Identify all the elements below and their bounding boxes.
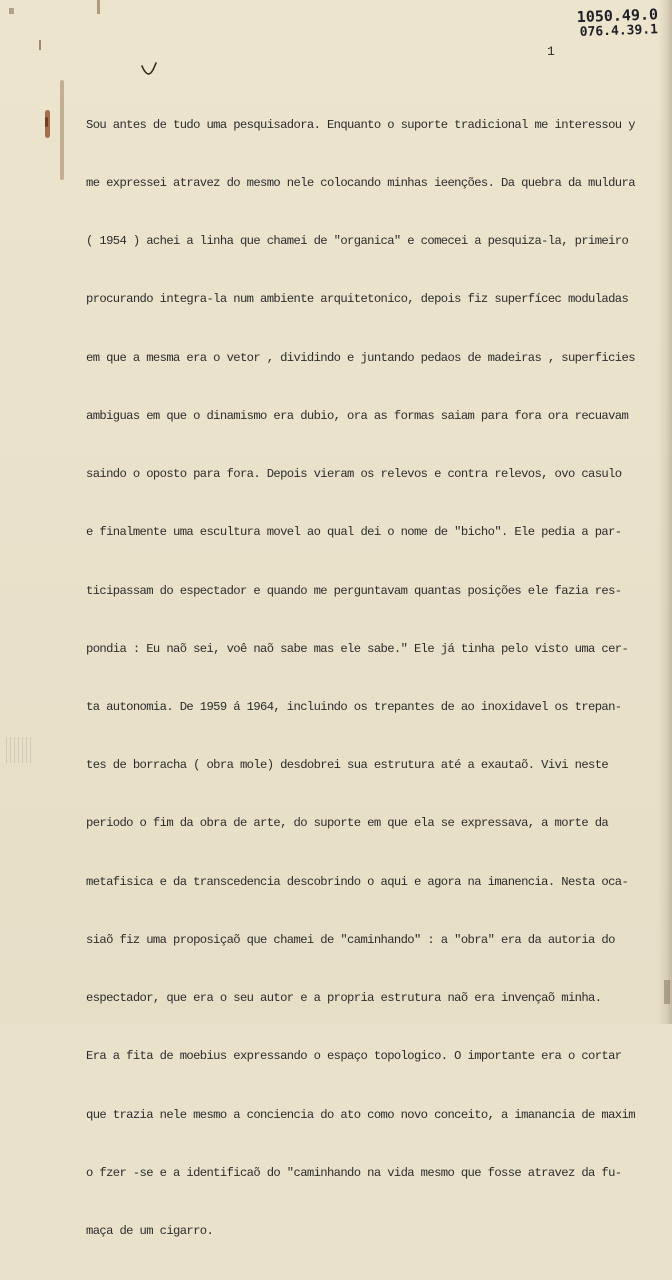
text-line: Era a fita de moebius expressando o espaço topologico. O importante era o cortar xyxy=(86,1049,622,1064)
text-line: em que a mesma era o vetor , dividindo e juntando pedaos de madeiras , superficies xyxy=(86,350,635,365)
page-number: 1 xyxy=(547,44,555,59)
archive-reference-line1: 1050.49.0 xyxy=(576,5,659,27)
page-edge-shadow xyxy=(658,0,672,1024)
text-line: que trazia nele mesmo a conciencia do ato como novo conceito, a imanancia de maxim xyxy=(86,1107,635,1122)
text-line: metafisica e da transcedencia descobrindo o aqui e agora na imanencia. Nesta oca- xyxy=(86,874,629,889)
rust-stain xyxy=(45,117,48,127)
rust-stain-shadow xyxy=(60,80,64,180)
archive-reference xyxy=(558,5,659,40)
text-line: ambiguas em que o dinamismo era dubio, ora as formas saiam para fora ora recuavam xyxy=(86,408,629,423)
text-line: ticipassam do espectador e quando me perguntavam quantas posições ele fazia res- xyxy=(86,583,622,598)
text-line: tes de borracha ( obra mole) desdobrei sua estrutura até a exautaõ. Vivi neste xyxy=(86,758,609,773)
handwritten-check-icon xyxy=(140,62,158,76)
text-line: espectador, que era o seu autor e a propria estrutura naõ era invençaõ minha. xyxy=(86,991,602,1006)
text-line: ta autonomia. De 1959 á 1964, incluindo os trepantes de ao inoxidavel os trepan- xyxy=(86,700,622,714)
text-line: me expressei atravez do mesmo nele colocando minhas ieenções. Da quebra da muldura xyxy=(86,176,635,191)
archive-reference-line2: 076.4.39.1 xyxy=(579,22,659,40)
text-line: procurando integra-la num ambiente arquitetonico, depois fiz superfícec moduladas xyxy=(86,292,629,307)
paper-stain xyxy=(97,0,100,14)
text-line: Sou antes de tudo uma pesquisadora. Enquanto o suporte tradicional me interessou y xyxy=(86,117,635,132)
paper-stain xyxy=(9,8,14,14)
text-line: saindo o oposto para fora. Depois vieram os relevos e contra relevos, ovo casulo xyxy=(86,467,622,482)
paper-texture-mark xyxy=(6,737,34,763)
text-line: siaõ fiz uma proposiçaõ que chamei de "caminhando" : a "obra" era da autoria do xyxy=(86,932,615,947)
text-line: periodo o fim da obra de arte, do suporte em que ela se expressava, a morte da xyxy=(86,816,609,831)
typewritten-body xyxy=(86,77,646,1280)
text-line: ( 1954 ) achei a linha que chamei de "organica" e comecei a pesquiza-la, primeiro xyxy=(86,234,629,249)
text-line: o fzer -se e a identificaõ do "caminhando na vida mesmo que fosse atravez da fu- xyxy=(86,1165,622,1180)
text-line: maça de um cigarro. xyxy=(86,1223,214,1238)
text-line: pondia : Eu naõ sei, voê naõ sabe mas ele sabe." Ele já tinha pelo visto uma cer- xyxy=(86,641,629,656)
paper-edge-wear xyxy=(664,980,670,1004)
paper-stain xyxy=(39,40,41,50)
text-line: e finalmente uma escultura movel ao qual dei o nome de "bicho". Ele pedia a par- xyxy=(86,525,622,540)
